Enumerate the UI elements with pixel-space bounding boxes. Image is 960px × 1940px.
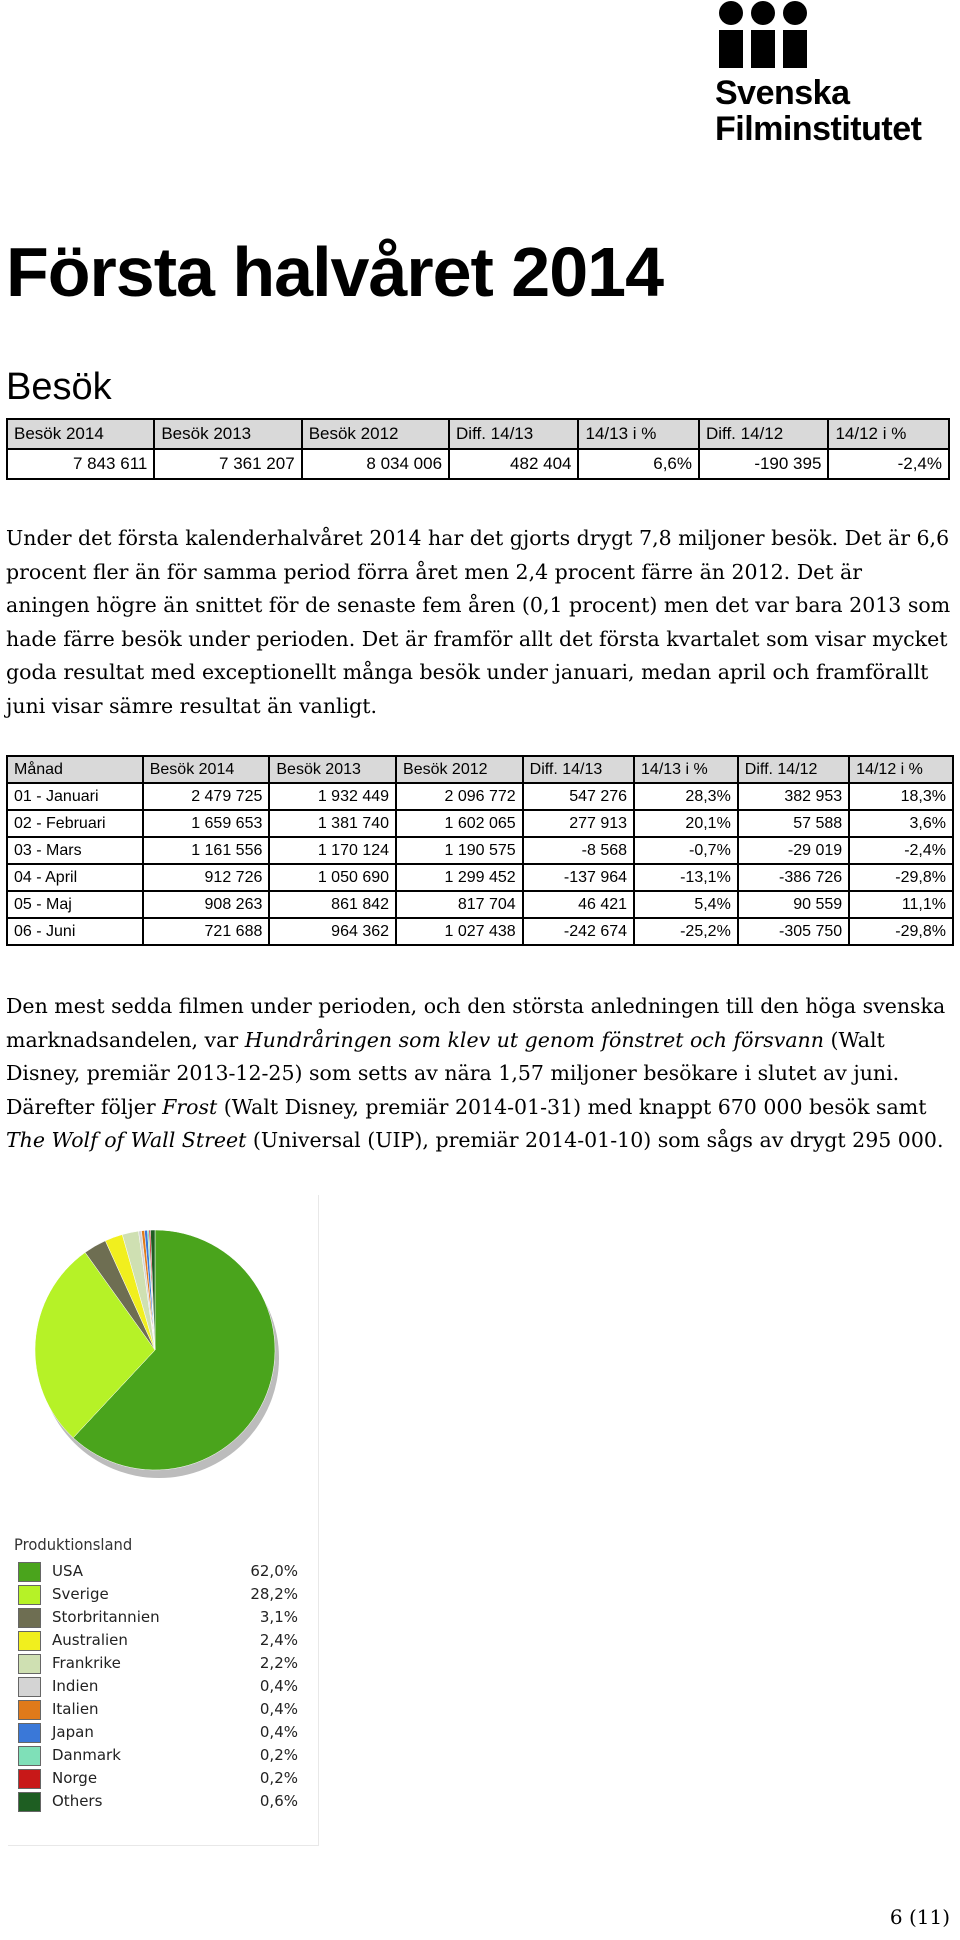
legend-value: 28,2% — [250, 1585, 298, 1603]
header-cell: Besök 2013 — [269, 756, 396, 783]
legend-value: 0,4% — [259, 1723, 298, 1741]
table-row — [7, 449, 949, 479]
table-cell: 1 932 449 — [269, 783, 396, 810]
paragraph-text: (Walt Disney, premiär 2013-12-25) som setts av nära 1,57 miljoner besökare i slutet av juni. Därefter följer — [6, 1027, 900, 1119]
legend-value: 62,0% — [250, 1562, 298, 1580]
film-title: The Wolf of Wall Street — [6, 1128, 247, 1152]
logo-mark-icon — [718, 0, 808, 70]
table-cell: -137 964 — [523, 864, 634, 891]
pie-chart — [30, 1195, 290, 1515]
legend-item — [14, 1583, 310, 1606]
section-title: Besök — [6, 366, 112, 408]
table-header-row — [7, 419, 949, 449]
table-cell: 277 913 — [523, 810, 634, 837]
table-cell: 7 361 207 — [154, 449, 301, 479]
header-cell: Diff. 14/13 — [523, 756, 634, 783]
legend-item — [14, 1560, 310, 1583]
table-cell: 817 704 — [396, 891, 523, 918]
monthly-table — [6, 755, 954, 946]
legend-swatch — [18, 1585, 41, 1605]
legend-swatch — [18, 1792, 41, 1812]
legend-swatch — [18, 1723, 41, 1743]
logo-line-2: Filminstitutet — [715, 110, 922, 148]
table-cell: 482 404 — [449, 449, 578, 479]
legend-label: Frankrike — [52, 1654, 121, 1672]
legend-swatch — [18, 1608, 41, 1628]
table-cell: 90 559 — [738, 891, 849, 918]
legend-item — [14, 1767, 310, 1790]
table-cell: -29 019 — [738, 837, 849, 864]
legend-value: 2,2% — [259, 1654, 298, 1672]
legend-value: 0,2% — [259, 1746, 298, 1764]
table-cell: 908 263 — [143, 891, 270, 918]
table-cell: 1 190 575 — [396, 837, 523, 864]
legend-label: Italien — [52, 1700, 99, 1718]
header-cell: 14/12 i % — [849, 756, 953, 783]
page-title: Första halvåret 2014 — [6, 233, 664, 311]
table-cell: -29,8% — [849, 864, 953, 891]
table-row — [7, 837, 953, 864]
table-cell: 11,1% — [849, 891, 953, 918]
chart-legend — [14, 1535, 310, 1813]
table-cell: 20,1% — [634, 810, 738, 837]
legend-item — [14, 1652, 310, 1675]
production-country-chart — [8, 1195, 319, 1846]
table-cell: 57 588 — [738, 810, 849, 837]
table-cell: -25,2% — [634, 918, 738, 945]
table-cell: 1 299 452 — [396, 864, 523, 891]
legend-swatch — [18, 1700, 41, 1720]
table-cell: -190 395 — [699, 449, 828, 479]
summary-table — [6, 418, 950, 480]
table-cell: -386 726 — [738, 864, 849, 891]
legend-label: Australien — [52, 1631, 128, 1649]
table-cell: 912 726 — [143, 864, 270, 891]
table-row — [7, 864, 953, 891]
table-row — [7, 918, 953, 945]
logo-line-1: Svenska — [715, 74, 850, 112]
table-cell: -2,4% — [828, 449, 949, 479]
svenska-filminstitutet-logo — [715, 0, 960, 160]
month-cell: 04 - April — [7, 864, 143, 891]
table-cell: 1 381 740 — [269, 810, 396, 837]
legend-label: Sverige — [52, 1585, 109, 1603]
legend-value: 0,6% — [259, 1792, 298, 1810]
table-cell: -2,4% — [849, 837, 953, 864]
legend-swatch — [18, 1746, 41, 1766]
legend-item — [14, 1675, 310, 1698]
table-cell: -0,7% — [634, 837, 738, 864]
legend-label: Norge — [52, 1769, 98, 1787]
legend-swatch — [18, 1654, 41, 1674]
table-cell: -242 674 — [523, 918, 634, 945]
header-cell: Diff. 14/13 — [449, 419, 578, 449]
legend-item — [14, 1790, 310, 1813]
legend-item — [14, 1721, 310, 1744]
table-cell: -13,1% — [634, 864, 738, 891]
table-cell: 8 034 006 — [302, 449, 449, 479]
legend-swatch — [18, 1631, 41, 1651]
legend-value: 0,2% — [259, 1769, 298, 1787]
table-cell: 2 096 772 — [396, 783, 523, 810]
legend-value: 3,1% — [259, 1608, 298, 1626]
header-cell: Besök 2014 — [143, 756, 270, 783]
header-cell: Besök 2014 — [7, 419, 154, 449]
header-cell: 14/13 i % — [578, 419, 699, 449]
month-cell: 03 - Mars — [7, 837, 143, 864]
legend-item — [14, 1629, 310, 1652]
month-cell: 06 - Juni — [7, 918, 143, 945]
legend-label: Storbritannien — [52, 1608, 160, 1626]
table-cell: 18,3% — [849, 783, 953, 810]
table-header-row — [7, 756, 953, 783]
logo-text — [715, 75, 921, 147]
month-cell: 05 - Maj — [7, 891, 143, 918]
header-cell: Diff. 14/12 — [699, 419, 828, 449]
table-cell: -305 750 — [738, 918, 849, 945]
table-cell: -29,8% — [849, 918, 953, 945]
table-cell: 382 953 — [738, 783, 849, 810]
month-cell: 02 - Februari — [7, 810, 143, 837]
legend-title: Produktionsland — [14, 1535, 133, 1554]
table-row — [7, 891, 953, 918]
table-cell: -8 568 — [523, 837, 634, 864]
paragraph-text: (Universal (UIP), premiär 2014-01-10) som sågs av drygt 295 000. — [246, 1128, 944, 1152]
paragraph-intro: Under det första kalenderhalvåret 2014 har det gjorts drygt 7,8 miljoner besök. Det är 6,6 procent fler än för samma period förra året men 2,4 procent färre än 2012. Det är aningen högre än snittet för de senaste fem åren (0,1 procent) men det var bara 2013 som hade färre besök under perioden. Det är framför allt det första kvartalet som visar mycket goda resultat med exceptionellt många besök under januari, medan april och framförallt juni visar sämre resultat än vanligt. — [6, 526, 951, 718]
month-cell: 01 - Januari — [7, 783, 143, 810]
legend-label: USA — [52, 1562, 84, 1580]
legend-item — [14, 1744, 310, 1767]
header-cell: Besök 2012 — [396, 756, 523, 783]
table-cell: 1 027 438 — [396, 918, 523, 945]
table-row — [7, 810, 953, 837]
header-cell: Besök 2012 — [302, 419, 449, 449]
table-cell: 7 843 611 — [7, 449, 154, 479]
legend-swatch — [18, 1677, 41, 1697]
table-cell: 964 362 — [269, 918, 396, 945]
table-cell: 721 688 — [143, 918, 270, 945]
legend-rows — [14, 1560, 310, 1813]
film-title: Hundråringen som klev ut genom fönstret och försvann — [244, 1027, 824, 1052]
legend-swatch — [18, 1562, 41, 1582]
table-cell: 28,3% — [634, 783, 738, 810]
header-cell: Besök 2013 — [154, 419, 301, 449]
legend-label: Danmark — [52, 1746, 121, 1764]
header-cell: 14/13 i % — [634, 756, 738, 783]
legend-value: 0,4% — [259, 1700, 298, 1718]
header-cell: 14/12 i % — [828, 419, 949, 449]
page-number: 6 (11) — [889, 1905, 950, 1929]
table-cell: 1 050 690 — [269, 864, 396, 891]
table-row — [7, 783, 953, 810]
legend-item — [14, 1606, 310, 1629]
table-cell: 5,4% — [634, 891, 738, 918]
table-cell: 1 602 065 — [396, 810, 523, 837]
table-cell: 1 161 556 — [143, 837, 270, 864]
table-cell: 1 170 124 — [269, 837, 396, 864]
header-cell: Diff. 14/12 — [738, 756, 849, 783]
table-cell: 861 842 — [269, 891, 396, 918]
legend-value: 2,4% — [259, 1631, 298, 1649]
legend-value: 0,4% — [259, 1677, 298, 1695]
legend-label: Others — [52, 1792, 103, 1810]
table-cell: 46 421 — [523, 891, 634, 918]
table-cell: 2 479 725 — [143, 783, 270, 810]
paragraph-text: Den mest sedda filmen under perioden, och den största anledningen till den höga svenska marknadsandelen, var — [6, 994, 946, 1052]
legend-label: Japan — [52, 1723, 94, 1741]
table-cell: 3,6% — [849, 810, 953, 837]
legend-item — [14, 1698, 310, 1721]
legend-label: Indien — [52, 1677, 99, 1695]
header-cell: Månad — [7, 756, 143, 783]
table-cell: 547 276 — [523, 783, 634, 810]
paragraph-text: (Walt Disney, premiär 2014-01-31) med knappt 670 000 besök samt — [217, 1094, 927, 1119]
paragraph-top-films — [6, 990, 952, 1158]
legend-swatch — [18, 1769, 41, 1789]
film-title: Frost — [162, 1094, 218, 1119]
table-cell: 6,6% — [578, 449, 699, 479]
table-cell: 1 659 653 — [143, 810, 270, 837]
